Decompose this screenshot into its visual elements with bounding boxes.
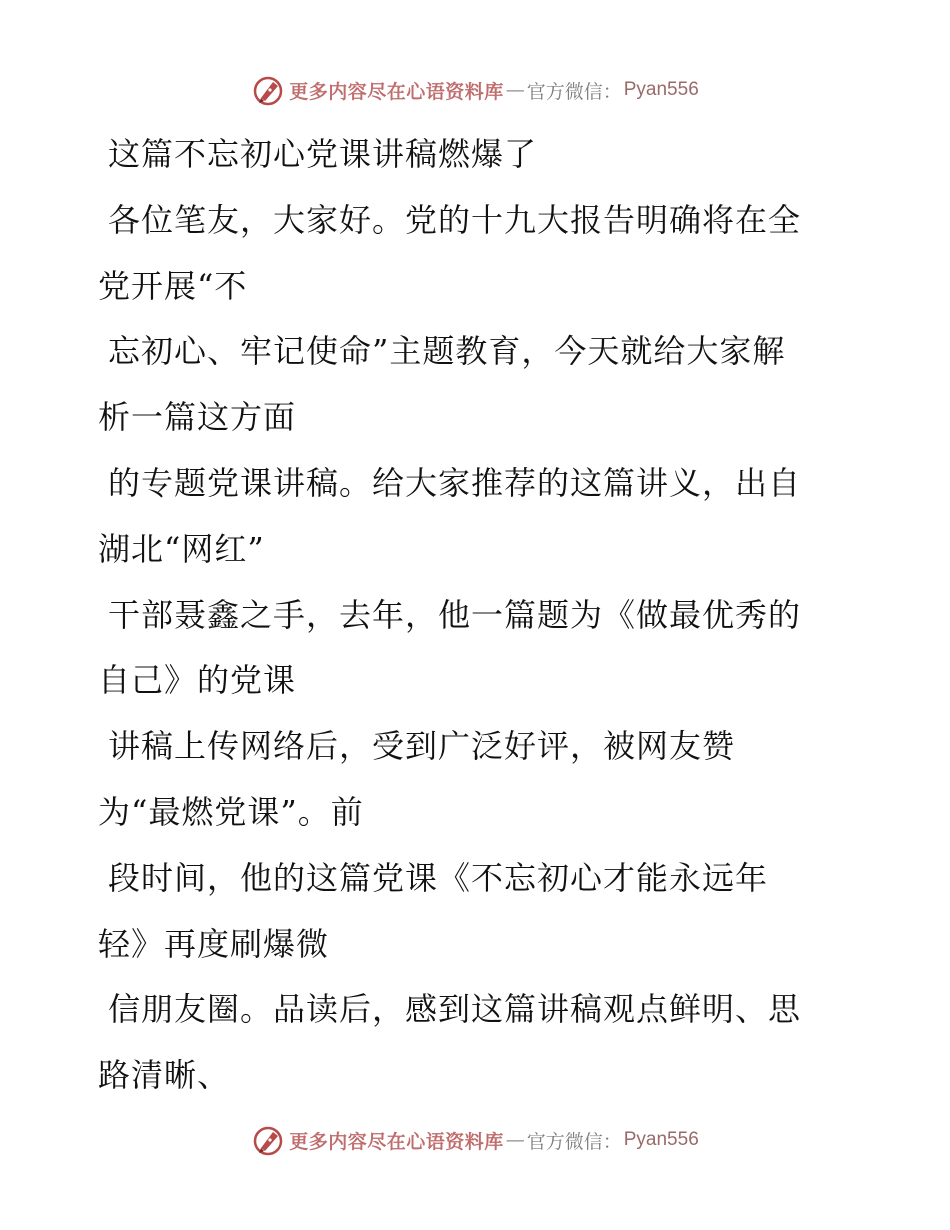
header-wechat-label: 官方微信：: [526, 80, 622, 103]
footer-wechat-label: 官方微信：: [526, 1130, 622, 1153]
document-body: [98, 122, 838, 1109]
header-brand-text: 更多内容尽在心语资料库: [289, 80, 504, 103]
header-separator: —: [505, 79, 525, 101]
paragraph-line: 段时间，他的这篇党课《不忘初心才能永远年: [108, 858, 769, 897]
pen-nib-logo-icon: [251, 73, 285, 107]
footer-wechat-id: Pyan556: [623, 1129, 699, 1150]
paragraph-line: 自己》的党课: [98, 661, 297, 700]
paragraph-line: 湖北“网红”: [98, 529, 265, 568]
paragraph-line: 干部聂鑫之手，去年，他一篇题为《做最优秀的: [108, 595, 802, 634]
document-title: 这篇不忘初心党课讲稿燃爆了: [108, 135, 538, 173]
paragraph-line: 析一篇这方面: [98, 398, 297, 437]
paragraph-line: 轻》再度刷爆微: [98, 924, 330, 963]
header-wechat-id: Pyan556: [623, 79, 699, 100]
footer-separator: —: [505, 1129, 525, 1151]
paragraph-line: 各位笔友，大家好。党的十九大报告明确将在全: [108, 200, 802, 239]
footer-banner: [0, 1120, 950, 1160]
paragraph-line: 党开展“不: [98, 266, 248, 305]
pen-nib-logo-icon: [251, 1123, 285, 1157]
footer-brand-text: 更多内容尽在心语资料库: [289, 1130, 504, 1153]
header-banner: [0, 70, 950, 110]
paragraph-line: 路清晰、: [98, 1056, 231, 1095]
paragraph-line: 的专题党课讲稿。给大家推荐的这篇讲义，出自: [108, 463, 802, 502]
paragraph-line: 为“最燃党课”。前: [98, 792, 364, 831]
paragraph-line: 信朋友圈。品读后，感到这篇讲稿观点鲜明、思: [108, 990, 802, 1029]
paragraph-line: 忘初心、牢记使命”主题教育，今天就给大家解: [108, 332, 786, 371]
paragraph-line: 讲稿上传网络后，受到广泛好评，被网友赞: [108, 727, 736, 766]
